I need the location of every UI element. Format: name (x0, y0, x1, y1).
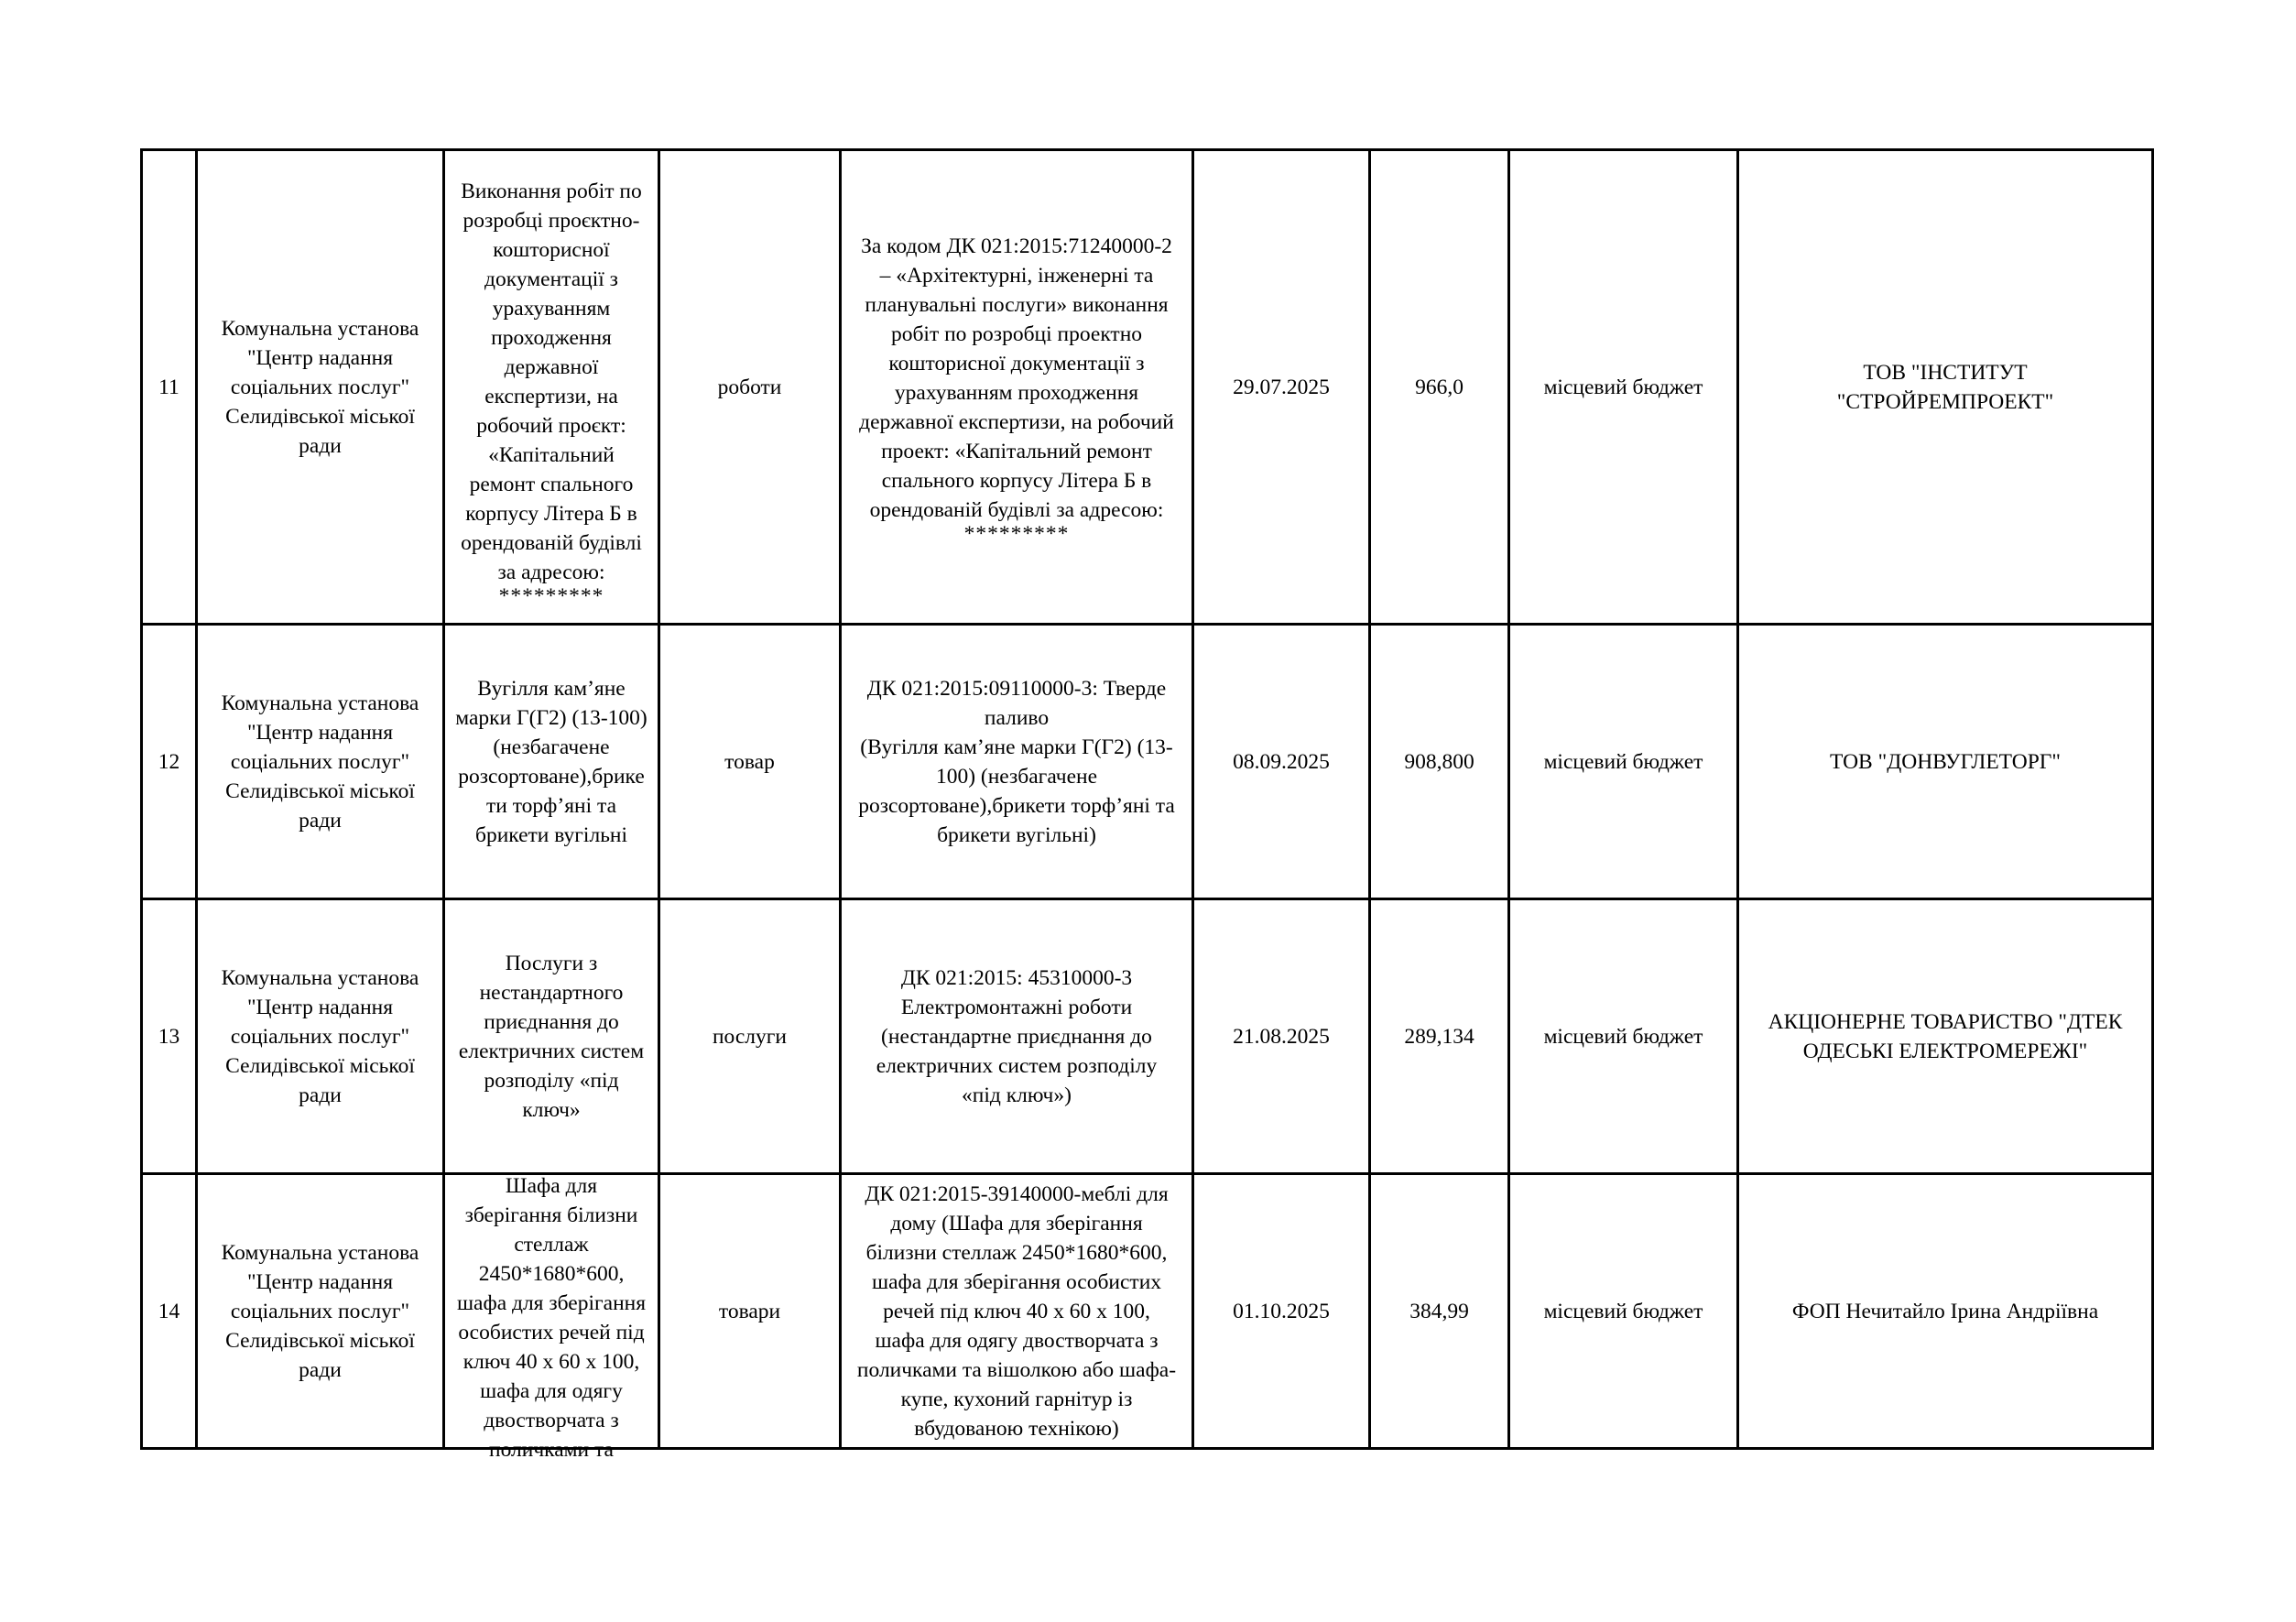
subject-text (452, 674, 651, 850)
supplier-line: ФОП Нечитайло Ірина Андріївна (1791, 1299, 2099, 1323)
subject-line: ключ» (522, 1097, 581, 1122)
code-line: дому (Шафа для зберігання (890, 1211, 1143, 1236)
subject-line: Виконання робіт по (461, 179, 642, 203)
code-text (848, 232, 1185, 546)
subject-line: стеллаж (514, 1232, 589, 1257)
subject-line: двостворчата з (484, 1408, 619, 1432)
subject-line: за адресою: (497, 560, 605, 584)
type-cell (659, 1174, 841, 1449)
table-row (142, 625, 2153, 899)
subject-line: робочий проєкт: (476, 413, 626, 438)
supplier-line: АКЦІОНЕРНЕ ТОВАРИСТВО "ДТЕК (1768, 1009, 2123, 1034)
code-line: 100) (незбагачене (935, 764, 1098, 789)
subject-line: розподілу «під (484, 1068, 619, 1093)
funding-source: місцевий бюджет (1543, 1024, 1703, 1049)
subject-text (452, 949, 651, 1125)
code-cell (841, 625, 1193, 899)
row-number: 11 (158, 375, 180, 399)
code-line: поличками та вішолкою або шафа- (856, 1357, 1177, 1382)
procurement-type: роботи (717, 375, 782, 399)
customer-text: Комунальна установа "Центр надання соціальних послуг" Селидівської міської ради (221, 1240, 419, 1382)
supplier-cell (1738, 150, 2153, 625)
customer-text: Комунальна установа "Центр надання соціальних послуг" Селидівської міської ради (221, 691, 419, 833)
amount-cell (1370, 625, 1509, 899)
code-line: Електромонтажні роботи (900, 995, 1133, 1019)
subject-line: корпусу Літера Б в (465, 501, 637, 526)
supplier-name (1746, 747, 2145, 777)
subject-line: 2450*1680*600, (478, 1261, 625, 1286)
procurement-table (140, 148, 2154, 1462)
funding-source: місцевий бюджет (1543, 749, 1703, 774)
row-number-cell (142, 150, 197, 625)
code-line: ДК 021:2015-39140000-меблі для (865, 1181, 1169, 1206)
customer-text: Комунальна установа "Центр надання соціальних послуг" Селидівської міської ради (221, 316, 419, 458)
subject-line: марки Г(Г2) (13-100) (455, 705, 647, 730)
funding-source: місцевий бюджет (1543, 1299, 1703, 1323)
subject-line: шафа для зберігання (456, 1290, 647, 1315)
code-line: (нестандартне приєднання до (881, 1024, 1152, 1049)
customer-cell (197, 150, 444, 625)
subject-line: проходження (491, 325, 612, 350)
date-cell (1193, 1174, 1370, 1449)
funding-source-cell (1509, 899, 1738, 1174)
supplier-name (1746, 1297, 2145, 1326)
type-cell (659, 899, 841, 1174)
supplier-line: ТОВ "ДОНВУГЛЕТОРГ" (1830, 749, 2061, 774)
amount-value: 384,99 (1409, 1299, 1469, 1323)
code-cell (841, 899, 1193, 1174)
code-line: – «Архітектурні, інженерні та (879, 263, 1154, 288)
customer-text: Комунальна установа "Центр надання соціальних послуг" Селидівської міської ради (221, 965, 419, 1107)
supplier-line: ТОВ "ІНСТИТУТ (1863, 360, 2028, 385)
date-cell (1193, 150, 1370, 625)
supplier-line: ОДЕСЬКІ ЕЛЕКТРОМЕРЕЖІ" (1802, 1039, 2088, 1063)
code-line: (Вугілля кам’яне марки Г(Г2) (13- (860, 735, 1173, 759)
code-text (848, 963, 1185, 1110)
code-cell (841, 150, 1193, 625)
subject-line: документації з (484, 267, 618, 291)
subject-line: (незбагачене (493, 735, 610, 759)
table-row (142, 150, 2153, 625)
code-line: робіт по розробці проектно (890, 321, 1143, 346)
code-line: спального корпусу Літера Б в (881, 468, 1152, 493)
supplier-cell (1738, 625, 2153, 899)
code-line: орендованій будівлі за адресою: (869, 497, 1164, 522)
funding-source-cell (1509, 1174, 1738, 1449)
subject-line: орендованій будівлі (461, 530, 642, 555)
code-line: брикети вугільні) (937, 822, 1096, 847)
procurement-type: товари (718, 1299, 781, 1323)
code-line: проект: «Капітальний ремонт (881, 439, 1152, 463)
date-value: 29.07.2025 (1233, 375, 1330, 399)
code-line: ДК 021:2015: 45310000-3 (900, 965, 1133, 990)
code-text (848, 1180, 1185, 1443)
type-cell (659, 625, 841, 899)
date-value: 08.09.2025 (1233, 749, 1330, 774)
customer-cell (197, 625, 444, 899)
amount-value: 289,134 (1404, 1024, 1474, 1049)
code-line: За кодом ДК 021:2015:71240000-2 (861, 234, 1172, 258)
date-cell (1193, 625, 1370, 899)
customer-cell (197, 1174, 444, 1449)
subject-line: нестандартного (479, 980, 624, 1005)
subject-line: експертизи, на (484, 384, 618, 408)
code-line: розсортоване),брикети торф’яні та (858, 793, 1175, 818)
subject-line: державної (504, 354, 599, 379)
code-line: урахуванням проходження (894, 380, 1139, 405)
row-number-cell (142, 1174, 197, 1449)
code-text (848, 674, 1185, 850)
code-cell (841, 1174, 1193, 1449)
code-line: вбудованою технікою) (914, 1416, 1119, 1441)
row-number-cell (142, 899, 197, 1174)
subject-line: шафа для одягу (480, 1378, 623, 1403)
procurement-type: послуги (712, 1024, 788, 1049)
subject-line: ти торф’яні та (485, 793, 616, 818)
supplier-cell (1738, 899, 2153, 1174)
subject-line: розсортоване),брике (458, 764, 645, 789)
subject-line: Шафа для (505, 1173, 598, 1198)
subject-line: Послуги з (505, 951, 598, 975)
subject-text (452, 169, 651, 608)
funding-source-cell (1509, 625, 1738, 899)
supplier-name (1746, 1007, 2145, 1066)
code-line: планувальні послуги» виконання (865, 292, 1169, 317)
code-line: державної експертизи, на робочий (859, 409, 1174, 434)
subject-text (452, 1173, 651, 1462)
subject-line: ремонт спального (469, 472, 634, 496)
subject-line: «Капітальний (488, 442, 615, 467)
amount-value: 908,800 (1404, 749, 1474, 774)
amount-value: 966,0 (1415, 375, 1464, 399)
row-number: 13 (158, 1024, 180, 1049)
subject-line: розробці проєктно- (462, 208, 640, 233)
code-line: купе, кухоний гарнітур із (900, 1387, 1133, 1411)
subject-line: ключ 40 х 60 х 100, (462, 1349, 640, 1374)
table-row (142, 1174, 2153, 1449)
subject-line: кошторисної (493, 237, 610, 262)
table-row (142, 899, 2153, 1174)
subject-cell (444, 899, 659, 1174)
code-line: ДК 021:2015:09110000-3: Тверде (866, 676, 1167, 701)
subject-line: приєднання до (484, 1009, 619, 1034)
supplier-line: "СТРОЙРЕМПРОЕКТ" (1836, 389, 2054, 414)
code-line: шафа для одягу двостворчата з (875, 1328, 1159, 1353)
redacted-address: ********* (963, 521, 1070, 546)
funding-source: місцевий бюджет (1543, 375, 1703, 399)
date-value: 01.10.2025 (1233, 1299, 1330, 1323)
subject-line: брикети вугільні (474, 822, 628, 847)
subject-line: електричних систем (458, 1039, 645, 1063)
subject-line: поличками та (489, 1437, 614, 1462)
subject-cell (444, 625, 659, 899)
row-number-cell (142, 625, 197, 899)
subject-cell (444, 1173, 659, 1462)
procurement-type: товар (724, 749, 775, 774)
code-line: кошторисної документації з (888, 351, 1145, 376)
amount-cell (1370, 150, 1509, 625)
customer-cell (197, 899, 444, 1174)
code-line: паливо (984, 705, 1050, 730)
subject-line: урахуванням (492, 296, 611, 321)
supplier-cell (1738, 1174, 2153, 1449)
amount-cell (1370, 1174, 1509, 1449)
funding-source-cell (1509, 150, 1738, 625)
subject-cell (444, 150, 659, 625)
code-line: шафа для зберігання особистих (871, 1269, 1162, 1294)
subject-line: особистих речей під (458, 1320, 645, 1344)
redacted-address: ********* (498, 583, 604, 608)
subject-line: Вугілля кам’яне (477, 676, 626, 701)
code-line: «під ключ») (962, 1083, 1072, 1107)
subject-text-inner (452, 1171, 651, 1464)
date-cell (1193, 899, 1370, 1174)
date-value: 21.08.2025 (1233, 1024, 1330, 1049)
supplier-name (1746, 358, 2145, 417)
row-number: 14 (158, 1299, 180, 1323)
code-line: електричних систем розподілу (876, 1053, 1158, 1078)
subject-line: зберігання білизни (464, 1203, 638, 1227)
code-line: білизни стеллаж 2450*1680*600, (865, 1240, 1168, 1265)
type-cell (659, 150, 841, 625)
code-line: речей під ключ 40 х 60 х 100, (883, 1299, 1150, 1323)
row-number: 12 (158, 749, 180, 774)
amount-cell (1370, 899, 1509, 1174)
